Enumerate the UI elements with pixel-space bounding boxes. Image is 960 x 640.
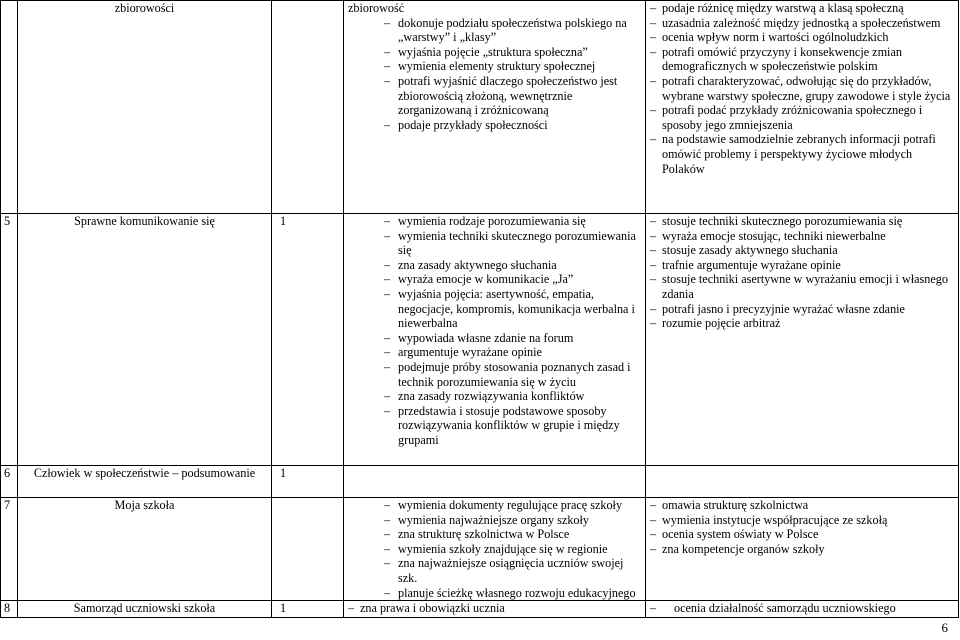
list-item: – zna prawa i obowiązki ucznia — [346, 601, 643, 616]
list-item: – trafnie argumentuje wyrażane opinie — [648, 258, 956, 273]
hours-count: 1 — [272, 466, 344, 498]
list-item: – argumentuje wyrażane opinie — [346, 345, 643, 360]
topic-name: zbiorowości — [18, 1, 272, 214]
list-item: – zna zasady aktywnego słuchania — [346, 258, 643, 273]
list-item: – stosuje techniki skutecznego porozumiewania się — [648, 214, 956, 229]
extended-requirements — [646, 1, 959, 214]
row-number: 6 — [1, 466, 18, 498]
table-row — [1, 1, 959, 214]
list-item: – zna najważniejsze osiągnięcia uczniów swojej szk. — [346, 556, 643, 585]
list-item: – wymienia najważniejsze organy szkoły — [346, 513, 643, 528]
list-item: – potrafi podać przykłady zróżnicowania społecznego i sposoby jego zmniejszenia — [648, 103, 956, 132]
list-item: – wymienia dokumenty regulujące pracę szkoły — [346, 498, 643, 513]
basic-requirements — [344, 601, 646, 618]
table-row — [1, 498, 959, 601]
list-item: – wymienia instytucje współpracujące ze szkołą — [648, 513, 956, 528]
list-item: – omawia strukturę szkolnictwa — [648, 498, 956, 513]
list-item: – na podstawie samodzielnie zebranych informacji potrafi omówić problemy i perspektywy życiowe młodych Polaków — [648, 132, 956, 176]
list-item: – planuje ścieżkę własnego rozwoju edukacyjnego — [346, 586, 643, 601]
row-number: 5 — [1, 214, 18, 466]
list-item: – wyjaśnia pojęcia: asertywność, empatia, negocjacje, kompromis, komunikacja werbalna i niewerbalna — [346, 287, 643, 331]
extended-requirements — [646, 498, 959, 601]
list-item: – wyraża emocje w komunikacie „Ja” — [346, 272, 643, 287]
list-item: – rozumie pojęcie arbitraż — [648, 316, 956, 331]
list-item: – wyjaśnia pojęcie „struktura społeczna” — [346, 45, 643, 60]
row-number — [1, 1, 18, 214]
basic-requirements — [344, 1, 646, 214]
extended-requirements — [646, 601, 959, 618]
list-item: – zna kompetencje organów szkoły — [648, 542, 956, 557]
list-item: – podaje różnicę między warstwą a klasą społeczną — [648, 1, 956, 16]
list-item: – ocenia system oświaty w Polsce — [648, 527, 956, 542]
list-item: – zna zasady rozwiązywania konfliktów — [346, 389, 643, 404]
hours-count — [272, 1, 344, 214]
hours-count — [272, 498, 344, 601]
hours-count: 1 — [272, 601, 344, 618]
page-number: 6 — [941, 620, 948, 635]
list-item: – podejmuje próby stosowania poznanych zasad i technik porozumiewania się w życiu — [346, 360, 643, 389]
list-item: – wyraża emocje stosując, techniki niewerbalne — [648, 229, 956, 244]
topic-name: Człowiek w społeczeństwie – podsumowanie — [18, 466, 272, 498]
table-row — [1, 466, 959, 498]
table-row — [1, 214, 959, 466]
list-item: – wypowiada własne zdanie na forum — [346, 331, 643, 346]
basic-requirements — [344, 466, 646, 498]
list-item: – potrafi charakteryzować, odwołując się do przykładów, wybrane warstwy społeczne, grupy zawodowe i style życia — [648, 74, 956, 103]
list-item: – wymienia techniki skutecznego porozumiewania się — [346, 229, 643, 258]
list-item: – przedstawia i stosuje podstawowe sposoby rozwiązywania konfliktów w grupie i między grupami — [346, 404, 643, 448]
topic-name: Moja szkoła — [18, 498, 272, 601]
list-item: – zna strukturę szkolnictwa w Polsce — [346, 527, 643, 542]
list-item: – potrafi jasno i precyzyjnie wyrażać własne zdanie — [648, 302, 956, 317]
list-item: – wymienia rodzaje porozumiewania się — [346, 214, 643, 229]
basic-category: zbiorowość — [348, 1, 405, 15]
basic-requirements — [344, 498, 646, 601]
table-row — [1, 601, 959, 618]
list-item: – uzasadnia zależność między jednostką a społeczeństwem — [648, 16, 956, 31]
list-item: – stosuje techniki asertywne w wyrażaniu emocji i własnego zdania — [648, 272, 956, 301]
list-item: – dokonuje podziału społeczeństwa polskiego na „warstwy” i „klasy” — [346, 16, 643, 45]
list-item: – stosuje zasady aktywnego słuchania — [648, 243, 956, 258]
list-item: – ocenia działalność samorządu uczniowskiego — [648, 601, 956, 616]
row-number: 8 — [1, 601, 18, 618]
extended-requirements — [646, 466, 959, 498]
topic-name: Sprawne komunikowanie się — [18, 214, 272, 466]
extended-requirements — [646, 214, 959, 466]
list-item: – ocenia wpływ norm i wartości ogólnoludzkich — [648, 30, 956, 45]
hours-count: 1 — [272, 214, 344, 466]
list-item: – podaje przykłady społeczności — [346, 118, 643, 133]
basic-requirements — [344, 214, 646, 466]
topic-name: Samorząd uczniowski szkoła — [18, 601, 272, 618]
row-number: 7 — [1, 498, 18, 601]
list-item: – wymienia elementy struktury społecznej — [346, 59, 643, 74]
list-item: – wymienia szkoły znajdujące się w regionie — [346, 542, 643, 557]
list-item: – potrafi wyjaśnić dlaczego społeczeństwo jest zbiorowością złożoną, wewnętrznie zorganizowaną i zróżnicowaną — [346, 74, 643, 118]
list-item: – potrafi omówić przyczyny i konsekwencje zmian demograficznych w społeczeństwie polskim — [648, 45, 956, 74]
